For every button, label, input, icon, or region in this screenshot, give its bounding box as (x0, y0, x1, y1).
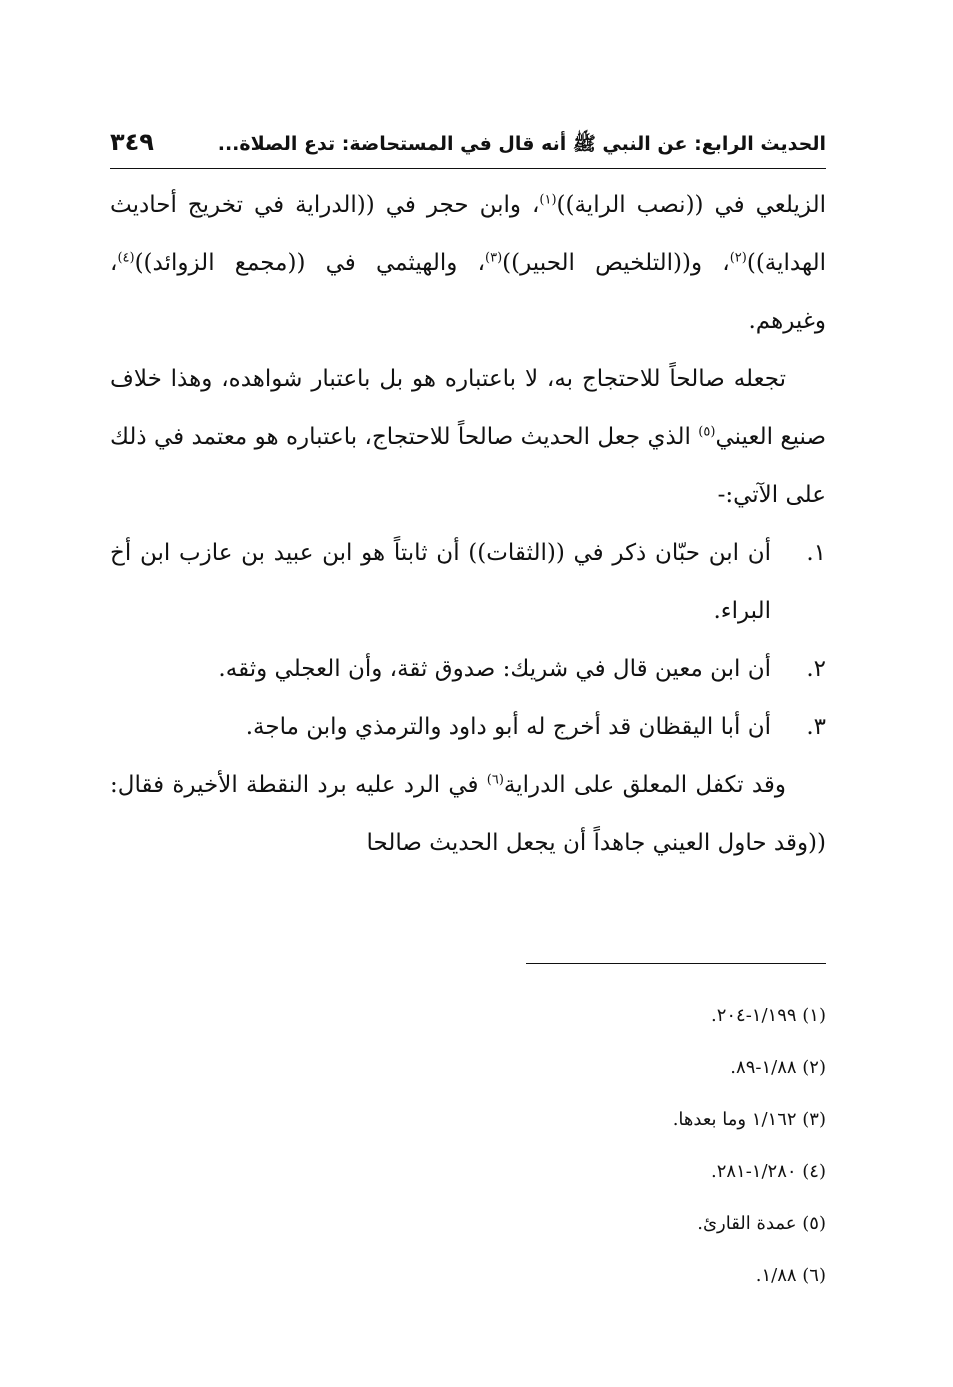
page-number: ٣٤٩ (110, 128, 154, 156)
body-text (110, 176, 826, 872)
paragraph-1-text-5: ، وغيرهم. (110, 250, 826, 334)
footnote-ref-1: (١) (539, 192, 557, 208)
list-text-2: أن ابن معين قال في شريك: صدوق ثقة، وأن العجلي وثقه. (218, 656, 771, 682)
paragraph-3 (110, 756, 826, 872)
paragraph-1-text-3: ، و((التلخيص الحبير)) (502, 250, 730, 276)
paragraph-3-text-1: وقد تكفل المعلق على الدراية (503, 772, 786, 798)
footnote-4: (٤) ١/٢٨٠-٢٨١. (710, 1161, 826, 1182)
footnote-ref-4: (٤) (117, 250, 135, 266)
list-item-3 (110, 698, 826, 756)
footnote-3: (٣) ١/١٦٢ وما بعدها. (672, 1109, 826, 1130)
header-title: الحديث الرابع: عن النبي ﷺ أنه قال في المستحاضة: تدع الصلاة... (217, 133, 826, 155)
paragraph-3-text-2: في الرد عليه برد النقطة الأخيرة فقال: ((وقد حاول العيني جاهداً أن يجعل الحديث صالحا (110, 772, 826, 856)
list-number-1: ١. (806, 540, 826, 566)
footnote-separator (526, 963, 826, 964)
footnote-ref-3: (٣) (485, 250, 503, 266)
footnote-2: (٢) ١/٨٨-٨٩. (730, 1057, 826, 1078)
list-item-1 (110, 524, 826, 640)
paragraph-1 (110, 176, 826, 350)
paragraph-2-text-2: الذي جعل الحديث صالحاً للاحتجاج، باعتباره هو معتمد في ذلك على الآتي:- (110, 424, 826, 508)
paragraph-1-text-2: ، وابن حجر في ((الدراية في تخريج أحاديث الهداية)) (110, 192, 826, 276)
header-rule (110, 168, 826, 169)
paragraph-2 (110, 350, 826, 524)
paragraph-1-text-1: الزيلعي في ((نصب الراية)) (556, 192, 826, 218)
footnote-6: (٦) ١/٨٨. (755, 1265, 826, 1286)
paragraph-2-text-1: تجعله صالحاً للاحتجاج به، لا باعتباره هو بل باعتبار شواهده، وهذا خلاف صنيع العيني (110, 366, 826, 450)
list-number-2: ٢. (806, 656, 826, 682)
footnote-ref-6: (٦) (486, 772, 504, 788)
footnote-ref-5: (٥) (698, 424, 716, 440)
footnote-5: (٥) عمدة القارئ. (697, 1213, 826, 1234)
running-header (110, 128, 826, 160)
list-text-1: أن ابن حبّان ذكر في ((الثقات)) أن ثابتاً هو ابن عبيد بن عازب ابن أخ البراء. (110, 540, 771, 624)
paragraph-1-text-4: ، والهيثمي في ((مجمع الزوائد)) (134, 250, 486, 276)
footnote-ref-2: (٢) (729, 250, 747, 266)
footnotes (110, 990, 826, 1302)
list-item-2 (110, 640, 826, 698)
footnote-1: (١) ١/١٩٩-٢٠٤. (710, 1005, 826, 1026)
list-number-3: ٣. (806, 714, 826, 740)
list-text-3: أن أبا اليقظان قد أخرج له أبو داود والترمذي وابن ماجة. (245, 714, 771, 740)
